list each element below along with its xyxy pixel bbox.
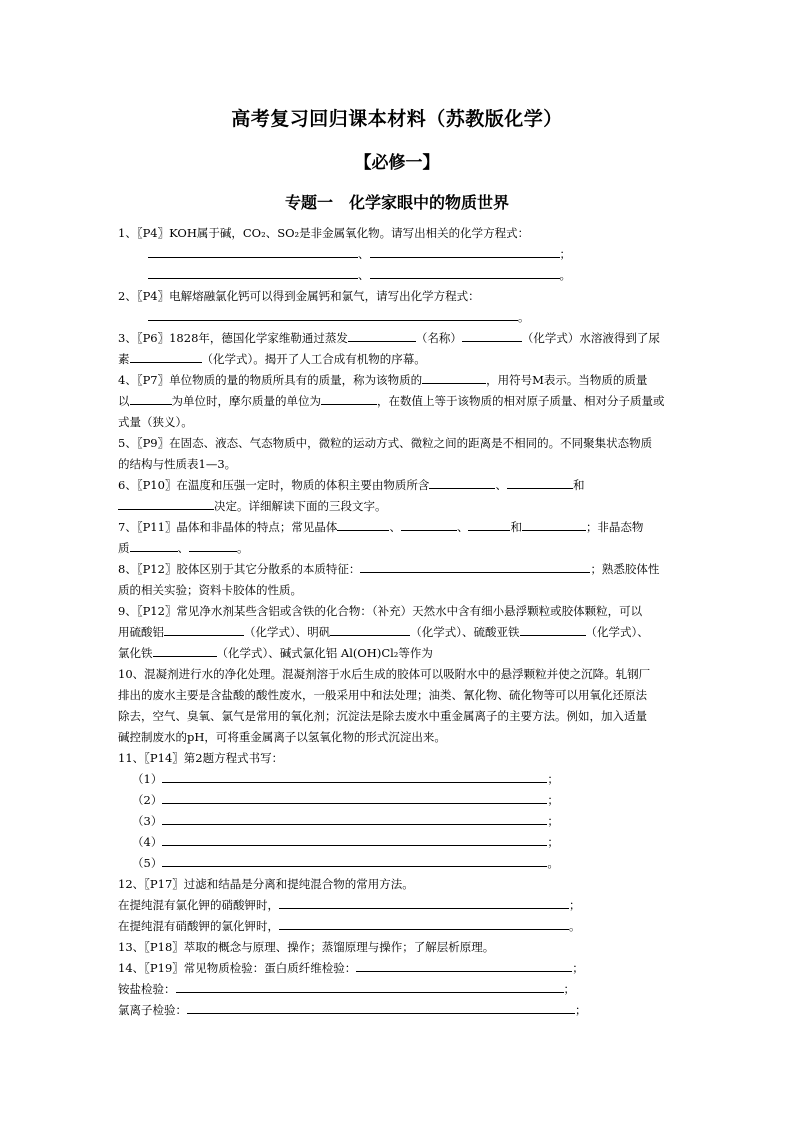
answer-blank[interactable] [164, 622, 244, 636]
question-3: 3、〖P6〗1828年，德国化学家维勒通过蒸发 （名称） （化学式）水溶液得到了尿 [118, 328, 678, 349]
answer-blank[interactable] [370, 265, 560, 279]
question-12-a: 在提纯混有氯化钾的硝酸钾时， ； [118, 895, 678, 916]
answer-blank[interactable] [507, 475, 573, 489]
answer-blank[interactable] [360, 559, 590, 573]
question-8: 8、〖P12〗胶体区别于其它分散系的本质特征： ；熟悉胶体性 [118, 559, 678, 580]
question-list [118, 223, 678, 1021]
question-14-c: 氯离子检验： ； [118, 1000, 678, 1021]
answer-blank[interactable] [370, 244, 560, 258]
question-11-item-1: （1） ； [118, 769, 678, 790]
topic-heading: 专题一 化学家眼中的物质世界 [284, 193, 509, 212]
answer-blank[interactable] [130, 391, 172, 405]
answer-blank[interactable] [118, 496, 214, 510]
question-2 [118, 286, 678, 307]
answer-blank[interactable] [162, 811, 547, 825]
question-14-b: 铵盐检验： ； [118, 979, 678, 1000]
answer-blank[interactable] [148, 307, 518, 321]
question-11-item-3: （3） ； [118, 811, 678, 832]
answer-blank[interactable] [148, 265, 358, 279]
answer-blank[interactable] [356, 958, 572, 972]
question-14: 14、〖P19〗常见物质检验：蛋白质纤维检验： ； [118, 958, 678, 979]
answer-blank[interactable] [462, 328, 522, 342]
answer-blank[interactable] [321, 391, 377, 405]
answer-blank[interactable] [153, 643, 217, 657]
question-4-cont: 以 为单位时，摩尔质量的单位为 ，在数值上等于该物质的相对原子质量、相对分子质量或 [118, 391, 678, 412]
question-11-item-2: （2） ； [118, 790, 678, 811]
question-1-text: 1、〖P4〗KOH属于碱，CO₂、SO₂是非金属氧化物。请写出相关的化学方程式： [118, 226, 530, 240]
question-5: 5、〖P9〗在固态、液态、气态物质中，微粒的运动方式、微粒之间的距离是不相同的。不同聚集状态物质 [118, 436, 653, 450]
answer-blank[interactable] [429, 475, 495, 489]
question-13: 13、〖P18〗萃取的概念与原理、操作；蒸馏原理与操作；了解层析原理。 [118, 940, 495, 954]
question-3-cont: 素 （化学式）。揭开了人工合成有机物的序幕。 [118, 349, 678, 370]
question-10: 10、混凝剂进行水的净化处理。混凝剂溶于水后生成的胶体可以吸附水中的悬浮颗粒并使之沉降。轧钢厂 [118, 667, 651, 681]
answer-blank[interactable] [522, 517, 586, 531]
answer-blank[interactable] [330, 622, 410, 636]
answer-blank[interactable] [148, 244, 358, 258]
answer-blank[interactable] [401, 517, 457, 531]
question-12: 12、〖P17〗过滤和结晶是分离和提纯混合物的常用方法。 [118, 877, 414, 891]
question-12-b: 在提纯混有硝酸钾的氯化钾时， 。 [118, 916, 678, 937]
answer-blank[interactable] [176, 979, 564, 993]
answer-blank[interactable] [187, 1000, 575, 1014]
answer-blank[interactable] [422, 370, 486, 384]
question-9-cont-2: 氯化铁 （化学式）、碱式氯化铝 Al(OH)Cl₂等作为 [118, 643, 678, 664]
question-1 [118, 223, 678, 244]
question-7: 7、〖P11〗晶体和非晶体的特点；常见晶体 、 、 和 ；非晶态物 [118, 517, 678, 538]
answer-blank[interactable] [520, 622, 586, 636]
question-8-cont: 质的相关实验；资料卡胶体的性质。 [118, 583, 302, 597]
answer-blank[interactable] [189, 538, 237, 552]
question-6-cont: 决定。详细解读下面的三段文字。 [118, 496, 678, 517]
answer-blank[interactable] [130, 349, 202, 363]
question-1-line-2: 、 。 [118, 265, 678, 286]
question-9: 9、〖P12〗常见净水剂某些含铝或含铁的化合物：（补充）天然水中含有细小悬浮颗粒或胶体颗粒，可以 [118, 604, 643, 618]
volume-heading: 【必修一】 [354, 153, 440, 173]
question-2-line: 。 [118, 307, 678, 328]
answer-blank[interactable] [468, 517, 510, 531]
answer-blank[interactable] [279, 895, 569, 909]
answer-blank[interactable] [279, 916, 569, 930]
question-10-line-4: 碱控制废水的pH，可将重金属离子以氢氧化物的形式沉淀出来。 [118, 730, 446, 744]
question-7-cont: 质 、 。 [118, 538, 678, 559]
question-2-text: 2、〖P4〗电解熔融氯化钙可以得到金属钙和氯气，请写出化学方程式： [118, 289, 480, 303]
question-11: 11、〖P14〗第2题方程式书写： [118, 751, 284, 765]
question-6: 6、〖P10〗在温度和压强一定时，物质的体积主要由物质所含 、 和 [118, 475, 678, 496]
question-4-cont-2: 式量（狭义）。 [118, 415, 193, 429]
question-5-cont: 的结构与性质表1—3。 [118, 457, 237, 471]
question-10-line-3: 除去，空气、臭氧、氯气是常用的氧化剂；沉淀法是除去废水中重金属离子的主要方法。例如，加入适量 [118, 709, 647, 723]
question-9-cont: 用硫酸铝 （化学式）、明矾 （化学式）、硫酸亚铁 （化学式）、 [118, 622, 678, 643]
question-11-item-4: （4） ； [118, 832, 678, 853]
document-title: 高考复习回归课本材料（苏教版化学） [231, 108, 563, 130]
answer-blank[interactable] [348, 328, 416, 342]
question-1-line-1: 、 ； [118, 244, 678, 265]
answer-blank[interactable] [162, 790, 547, 804]
answer-blank[interactable] [337, 517, 389, 531]
answer-blank[interactable] [130, 538, 178, 552]
answer-blank[interactable] [162, 853, 547, 867]
question-11-item-5: （5） 。 [118, 853, 678, 874]
answer-blank[interactable] [162, 832, 547, 846]
question-4: 4、〖P7〗单位物质的量的物质所具有的质量，称为该物质的 ，用符号M表示。当物质的质量 [118, 370, 678, 391]
question-10-line-2: 排出的废水主要是含盐酸的酸性废水，一般采用中和法处理；油类、氰化物、硫化物等可以用氧化还原法 [118, 688, 647, 702]
answer-blank[interactable] [162, 769, 547, 783]
